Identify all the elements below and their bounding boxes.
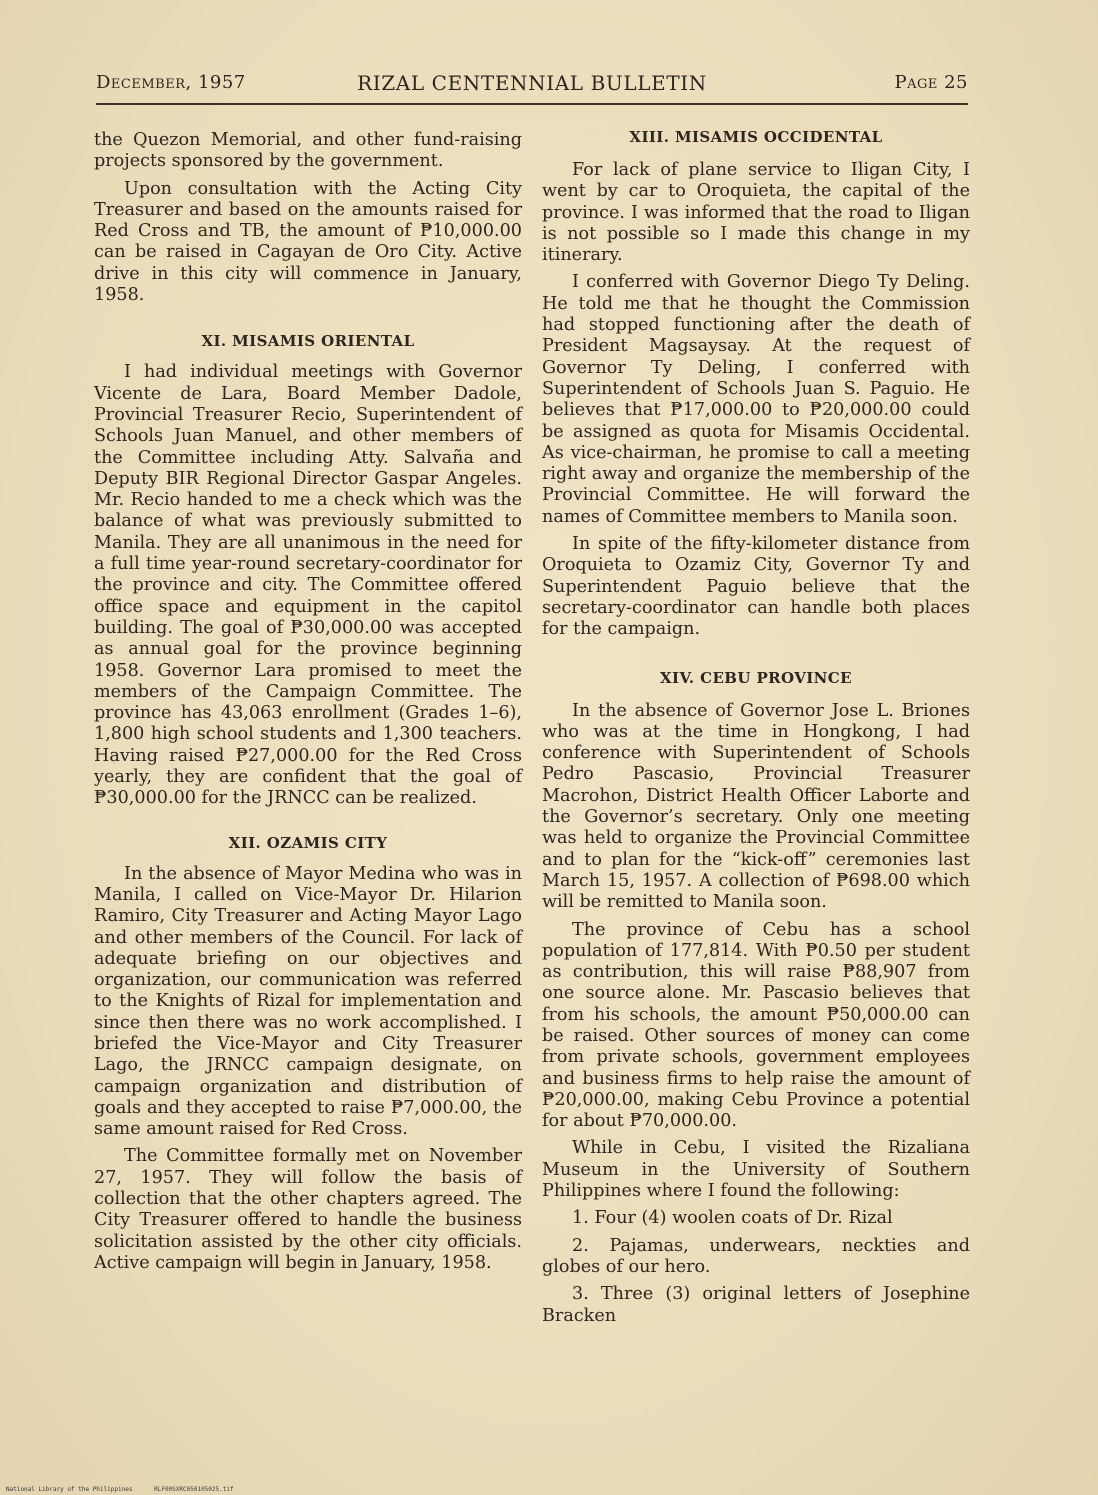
paragraph: the Quezon Memorial, and other fund-raising projects sponsored by the government. [94, 130, 522, 172]
paragraph: Upon consultation with the Acting City Treasurer and based on the amounts raised for Red Cross and TB, the amount of ₱10,000.00 can be raised in Cagayan de Oro City. Active drive in this city will commence in January, 1958. [94, 178, 522, 306]
paragraph: I conferred with Governor Diego Ty Deling. He told me that he thought the Commission had stopped functioning after the death of President Magsaysay. At the request of Governor Ty Deling, I conferred with Superintendent of Schools Juan S. Paguio. He believes that ₱17,000.00 to ₱20,000.00 could be assigned as quota for Misamis Occidental. As vice-chairman, he promise to call a meeting right away and organize the membership of the Provincial Committee. He will forward the names of Committee members to Manila soon. [542, 272, 970, 527]
right-column [542, 130, 970, 1333]
list-item: 1. Four (4) woolen coats of Dr. Rizal [572, 1208, 893, 1229]
paragraph: I had individual meetings with Governor Vicente de Lara, Board Member Dadole, Provincial Treasurer Recio, Superintendent of Schools Juan Manuel, and other members of the Committee including Atty. Salvaña and Deputy BIR Regional Director Gaspar Angeles. Mr. Recio handed to me a check which was the balance of what was previously submitted to Manila. They are all unanimous in the need for a full time year-round secretary-coordinator for the province and city. The Committee offered office space and equipment in the capitol building. The goal of ₱30,000.00 was accepted as annual goal for the province beginning 1958. Governor Lara promised to meet the members of the Campaign Committee. The province has 43,063 enrollment (Grades 1–6), 1,800 high school students and 1,300 teachers. Having raised ₱27,000.00 for the Red Cross yearly, they are confident that the goal of ₱30,000.00 for the JRNCC can be realized. [94, 362, 522, 809]
paragraph: The Committee formally met on November 27, 1957. They will follow the basis of collection that the other chapters agreed. The City Treasurer offered to handle the business solicitation assisted by the other city officials. Active campaign will begin in January, 1958. [94, 1146, 522, 1273]
list-item: 3. Three (3) original letters of Josephine Bracken [542, 1284, 970, 1326]
section-heading-xiii: XIII. MISAMIS OCCIDENTAL [629, 128, 883, 146]
page-number: Page 25 [894, 72, 968, 93]
section-heading-xiv: XIV. CEBU PROVINCE [660, 668, 852, 687]
paragraph: In the absence of Governor Jose L. Briones who was at the time in Hongkong, I had conference with Superintendent of Schools Pedro Pascasio, Provincial Treasurer Macrohon, District Health Officer Laborte and the Governor’s secretary. Only one meeting was held to organize the Provincial Committee and to plan for the “kick-off” ceremonies last March 15, 1957. A collection of ₱698.00 which will be remitted to Manila soon. [542, 700, 970, 913]
publication-title: RIZAL CENTENNIAL BULLETIN [357, 71, 707, 95]
running-head [96, 72, 968, 98]
scan-footer: National Library of the Philippines RLF00SXRC050105025.tif [6, 1486, 234, 1493]
paragraph: While in Cebu, I visited the Rizaliana Museum in the University of Southern Philippines where I found the following: [542, 1138, 970, 1202]
paragraph: For lack of plane service to Iligan City, I went by car to Oroquieta, the capital of the province. I was informed that the road to Iligan is not possible so I made this change in my itinerary. [542, 160, 970, 266]
header-rule [96, 103, 968, 105]
paragraph: In the absence of Mayor Medina who was in Manila, I called on Vice-Mayor Dr. Hilarion Ramiro, City Treasurer and Acting Mayor Lago and other members of the Council. For lack of adequate briefing on our objectives and organization, our communication was referred to the Knights of Rizal for implementation and since then there was no work accomplished. I briefed the Vice-Mayor and City Treasurer Lago, the JRNCC campaign designate, on campaign organization and distribution of goals and they accepted to raise ₱7,000.00, the same amount raised for Red Cross. [94, 863, 522, 1140]
section-heading-xii: XII. OZAMIS CITY [228, 833, 388, 852]
paragraph: The province of Cebu has a school population of 177,814. With ₱0.50 per student as contribution, this will raise ₱88,907 from one source alone. Mr. Pascasio believes that from his schools, the amount ₱50,000.00 can be raised. Other sources of money can come from private schools, government employees and business firms to help raise the amount of ₱20,000.00, making Cebu Province a potential for about ₱70,000.00. [542, 919, 970, 1132]
issue-date: December, 1957 [96, 72, 246, 93]
list-item: 2. Pajamas, underwears, neckties and globes of our hero. [542, 1235, 970, 1277]
section-heading-xi: XI. MISAMIS ORIENTAL [201, 332, 415, 351]
left-column [94, 130, 522, 1280]
paragraph: In spite of the fifty-kilometer distance from Oroquieta to Ozamiz City, Governor Ty and Superintendent Paguio believe that the secretary-coordinator can handle both places for the campaign. [542, 534, 970, 640]
